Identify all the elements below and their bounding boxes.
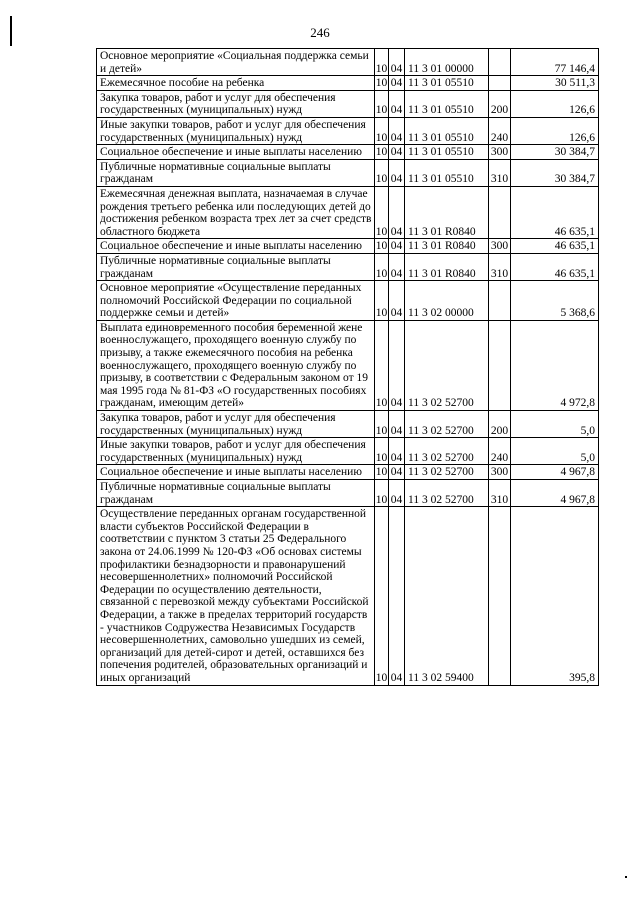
cell-csr: 11 3 02 52700 xyxy=(405,320,489,410)
table-row xyxy=(97,117,599,144)
cell-csr: 11 3 01 05510 xyxy=(405,145,489,160)
table-row xyxy=(97,253,599,280)
cell-rz: 10 xyxy=(375,466,388,479)
cell-pr: 04 xyxy=(389,90,405,117)
table-row xyxy=(97,465,599,480)
cell-name: Социальное обеспечение и иные выплаты населению xyxy=(97,465,375,480)
cell-rz: 10 xyxy=(375,146,388,159)
table-row xyxy=(97,76,599,91)
cell-name: Ежемесячная денежная выплата, назначаемая в случае рождения третьего ребенка или последующих детей до достижения ребенком возраста трех лет за счет средств областного бюджета xyxy=(97,186,375,238)
cell-pr: 04 xyxy=(389,281,405,321)
cell-pr: 04 xyxy=(389,239,405,254)
cell-rz: 10 xyxy=(375,240,388,253)
cell-rz: 10 xyxy=(375,253,389,280)
budget-table xyxy=(96,48,599,686)
cell-sum: 46 635,1 xyxy=(511,239,599,254)
cell-name: Публичные нормативные социальные выплаты гражданам xyxy=(97,159,375,186)
cell-vr xyxy=(489,281,511,321)
cell-csr: 11 3 01 05510 xyxy=(405,159,489,186)
table-row xyxy=(97,438,599,465)
budget-table-body xyxy=(97,49,599,686)
cell-rz: 10 xyxy=(375,77,388,90)
cell-vr: 300 xyxy=(489,239,511,254)
cell-rz: 10 xyxy=(375,49,389,76)
cell-sum: 4 967,8 xyxy=(511,480,599,507)
cell-csr: 11 3 01 R0840 xyxy=(405,253,489,280)
cell-vr: 300 xyxy=(489,145,511,160)
cell-vr: 240 xyxy=(489,117,511,144)
cell-csr: 11 3 02 00000 xyxy=(405,281,489,321)
cell-sum: 77 146,4 xyxy=(511,49,599,76)
cell-sum: 5 368,6 xyxy=(511,281,599,321)
table-row xyxy=(97,507,599,685)
cell-rz: 10 xyxy=(375,281,389,321)
cell-vr xyxy=(489,76,511,91)
cell-vr: 300 xyxy=(489,465,511,480)
cell-sum: 126,6 xyxy=(511,90,599,117)
cell-rz: 10 xyxy=(375,411,389,438)
cell-csr: 11 3 02 59400 xyxy=(405,507,489,685)
cell-sum: 126,6 xyxy=(511,117,599,144)
cell-sum: 4 972,8 xyxy=(511,320,599,410)
cell-name: Ежемесячное пособие на ребенка xyxy=(97,76,375,91)
cell-sum: 5,0 xyxy=(511,438,599,465)
table-row xyxy=(97,239,599,254)
cell-csr: 11 3 02 52700 xyxy=(405,411,489,438)
cell-pr: 04 xyxy=(389,159,405,186)
cell-vr: 310 xyxy=(489,253,511,280)
cell-name: Социальное обеспечение и иные выплаты населению xyxy=(97,239,375,254)
cell-sum: 46 635,1 xyxy=(511,186,599,238)
cell-pr: 04 xyxy=(389,480,405,507)
cell-pr: 04 xyxy=(389,76,405,91)
table-row xyxy=(97,145,599,160)
cell-name: Основное мероприятие «Социальная поддержка семьи и детей» xyxy=(97,49,375,76)
cell-rz: 10 xyxy=(375,507,389,685)
cell-rz: 10 xyxy=(375,117,389,144)
cell-csr: 11 3 01 05510 xyxy=(405,117,489,144)
table-row xyxy=(97,320,599,410)
cell-name: Публичные нормативные социальные выплаты гражданам xyxy=(97,253,375,280)
cell-rz: 10 xyxy=(375,438,389,465)
cell-sum: 46 635,1 xyxy=(511,253,599,280)
cell-pr: 04 xyxy=(389,507,405,685)
cell-csr: 11 3 02 52700 xyxy=(405,438,489,465)
cell-csr: 11 3 01 R0840 xyxy=(405,186,489,238)
cell-rz: 10 xyxy=(375,480,389,507)
table-row xyxy=(97,411,599,438)
cell-name: Иные закупки товаров, работ и услуг для обеспечения государственных (муниципальных) нужд xyxy=(97,438,375,465)
table-row xyxy=(97,49,599,76)
cell-sum: 30 384,7 xyxy=(511,159,599,186)
cell-vr xyxy=(489,320,511,410)
cell-vr: 240 xyxy=(489,438,511,465)
cell-rz: 10 xyxy=(375,90,389,117)
cell-sum: 395,8 xyxy=(511,507,599,685)
cell-name: Закупка товаров, работ и услуг для обеспечения государственных (муниципальных) нужд xyxy=(97,90,375,117)
cell-rz: 10 xyxy=(375,186,389,238)
cell-sum: 30 384,7 xyxy=(511,145,599,160)
cell-csr: 11 3 01 05510 xyxy=(405,76,489,91)
table-row xyxy=(97,480,599,507)
cell-vr: 200 xyxy=(489,411,511,438)
cell-vr: 200 xyxy=(489,90,511,117)
cell-rz: 10 xyxy=(375,159,389,186)
cell-name: Социальное обеспечение и иные выплаты населению xyxy=(97,145,375,160)
cell-name: Выплата единовременного пособия беременной жене военнослужащего, проходящего военную службу по призыву, а также ежемесячного пособия на ребенка военнослужащего, проходящего военную службу по призыву, в соответствии с Федеральным законом от 19 мая 1995 года № 81-ФЗ «О государственных пособиях гражданам, имеющим детей» xyxy=(97,320,375,410)
cell-pr: 04 xyxy=(389,320,405,410)
cell-sum: 30 511,3 xyxy=(511,76,599,91)
cell-name: Иные закупки товаров, работ и услуг для обеспечения государственных (муниципальных) нужд xyxy=(97,117,375,144)
cell-pr: 04 xyxy=(389,411,405,438)
cell-csr: 11 3 01 00000 xyxy=(405,49,489,76)
cell-name: Закупка товаров, работ и услуг для обеспечения государственных (муниципальных) нужд xyxy=(97,411,375,438)
table-row xyxy=(97,90,599,117)
cell-pr: 04 xyxy=(389,49,405,76)
cell-csr: 11 3 02 52700 xyxy=(405,465,489,480)
cell-pr: 04 xyxy=(389,253,405,280)
scan-speck xyxy=(625,876,627,878)
cell-csr: 11 3 01 R0840 xyxy=(405,239,489,254)
cell-vr: 310 xyxy=(489,159,511,186)
cell-sum: 5,0 xyxy=(511,411,599,438)
cell-pr: 04 xyxy=(389,117,405,144)
cell-vr xyxy=(489,507,511,685)
cell-csr: 11 3 01 05510 xyxy=(405,90,489,117)
cell-rz: 10 xyxy=(375,320,389,410)
table-row xyxy=(97,186,599,238)
cell-vr xyxy=(489,186,511,238)
cell-csr: 11 3 02 52700 xyxy=(405,480,489,507)
cell-name: Публичные нормативные социальные выплаты гражданам xyxy=(97,480,375,507)
cell-pr: 04 xyxy=(389,145,405,160)
cell-pr: 04 xyxy=(389,465,405,480)
cell-pr: 04 xyxy=(389,438,405,465)
cell-name: Осуществление переданных органам государственной власти субъектов Российской Федерации в соответствии с пунктом 3 статьи 25 Федерального закона от 24.06.1999 № 120-ФЗ «Об основах системы профилактики безнадзорности и правонарушений несовершеннолетних» полномочий Российской Федерации по осуществлению деятельности, связанной с перевозкой между субъектами Российской Федерации, а также в пределах территорий государств - участников Содружества Независимых Государств несовершеннолетних, самовольно ушедших из семей, организаций для детей-сирот и детей, оставшихся без попечения родителей, образовательных организаций и иных организаций xyxy=(97,507,375,685)
cell-sum: 4 967,8 xyxy=(511,465,599,480)
cell-pr: 04 xyxy=(389,186,405,238)
cell-vr: 310 xyxy=(489,480,511,507)
table-row xyxy=(97,281,599,321)
table-row xyxy=(97,159,599,186)
cell-name: Основное мероприятие «Осуществление переданных полномочий Российской Федерации по социальной поддержке семьи и детей» xyxy=(97,281,375,321)
page-number: 246 xyxy=(310,25,330,40)
cell-vr xyxy=(489,49,511,76)
